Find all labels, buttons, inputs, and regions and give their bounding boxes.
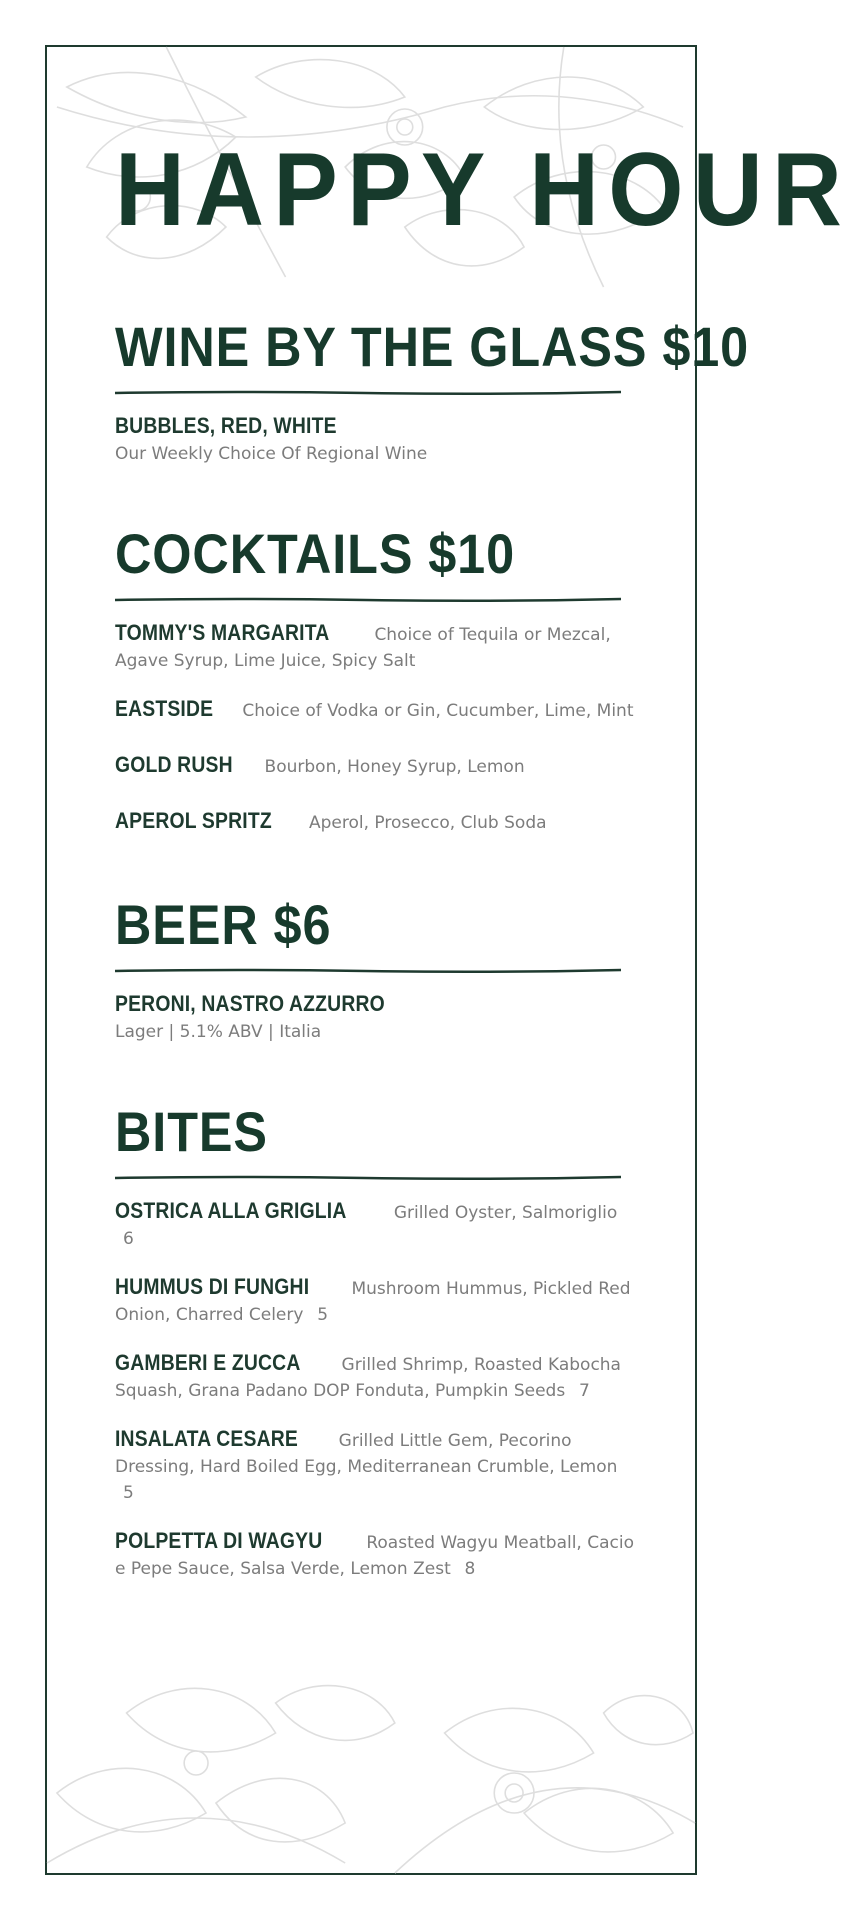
section-divider: [115, 389, 621, 397]
menu-frame: [45, 45, 851, 1875]
menu-item: [115, 808, 635, 836]
menu-item: [115, 1426, 635, 1506]
item-price: 7: [578, 1381, 590, 1401]
item-description: Roasted Wagyu Meatball, Cacio e Pepe Sauce, Salsa Verde, Lemon Zest: [115, 1533, 635, 1579]
item-price: 5: [317, 1305, 329, 1325]
section-divider: [115, 596, 621, 604]
section-wine: [115, 315, 750, 467]
item-price: 8: [464, 1559, 476, 1579]
item-name: PERONI, NASTRO AZZURRO: [115, 991, 385, 1016]
item-description: Lager | 5.1% ABV | Italia: [115, 1022, 322, 1042]
menu-item: [115, 1528, 635, 1582]
item-description: Choice of Vodka or Gin, Cucumber, Lime, Mint: [242, 701, 634, 721]
item-name: GAMBERI E ZUCCA: [115, 1350, 301, 1375]
item-description: Grilled Little Gem, Pecorino Dressing, Hard Boiled Egg, Mediterranean Crumble, Lemon: [115, 1431, 618, 1477]
menu-item: [115, 1350, 635, 1404]
section-beer: [115, 895, 635, 1045]
item-price: 5: [123, 1483, 134, 1503]
menu-item: [115, 696, 635, 724]
menu-item: [115, 1198, 635, 1252]
item-name: HUMMUS DI FUNGHI: [115, 1274, 310, 1299]
bottom-foliage-illustration: [47, 1673, 695, 1873]
item-name: BUBBLES, RED, WHITE: [115, 413, 337, 438]
item-description: Our Weekly Choice Of Regional Wine: [115, 444, 428, 464]
section-divider: [115, 1174, 621, 1182]
item-name: POLPETTA DI WAGYU: [115, 1528, 323, 1553]
item-description: Grilled Oyster, Salmoriglio: [393, 1203, 618, 1223]
item-name: OSTRICA ALLA GRIGLIA: [115, 1198, 347, 1223]
item-description: Choice of Tequila or Mezcal, Agave Syrup, Lime Juice, Spicy Salt: [115, 625, 611, 671]
menu-item: [115, 413, 635, 467]
item-name: INSALATA CESARE: [115, 1426, 298, 1451]
section-bites: [115, 1102, 635, 1582]
menu-item: [115, 752, 635, 780]
menu-title: HAPPY HOUR: [115, 132, 851, 248]
item-name: TOMMY'S MARGARITA: [115, 620, 330, 645]
item-price: 6: [123, 1229, 134, 1249]
section-heading-beer: BEER $6: [115, 893, 332, 956]
menu-item: [115, 991, 635, 1045]
menu-item: [115, 620, 635, 674]
item-description: Bourbon, Honey Syrup, Lemon: [264, 757, 525, 777]
item-name: GOLD RUSH: [115, 752, 233, 777]
item-name: EASTSIDE: [115, 696, 214, 721]
item-name: APEROL SPRITZ: [115, 808, 272, 833]
section-heading-cocktails: COCKTAILS $10: [115, 522, 516, 585]
item-description: Aperol, Prosecco, Club Soda: [308, 813, 547, 833]
menu-item: [115, 1274, 635, 1328]
section-heading-bites: BITES: [115, 1100, 268, 1163]
item-description: Mushroom Hummus, Pickled Red Onion, Charred Celery: [115, 1279, 631, 1325]
section-heading-wine: WINE BY THE GLASS $10: [115, 315, 750, 378]
section-divider: [115, 967, 621, 975]
section-cocktails: [115, 524, 635, 836]
item-description: Grilled Shrimp, Roasted Kabocha Squash, Grana Padano DOP Fonduta, Pumpkin Seeds: [115, 1355, 621, 1401]
